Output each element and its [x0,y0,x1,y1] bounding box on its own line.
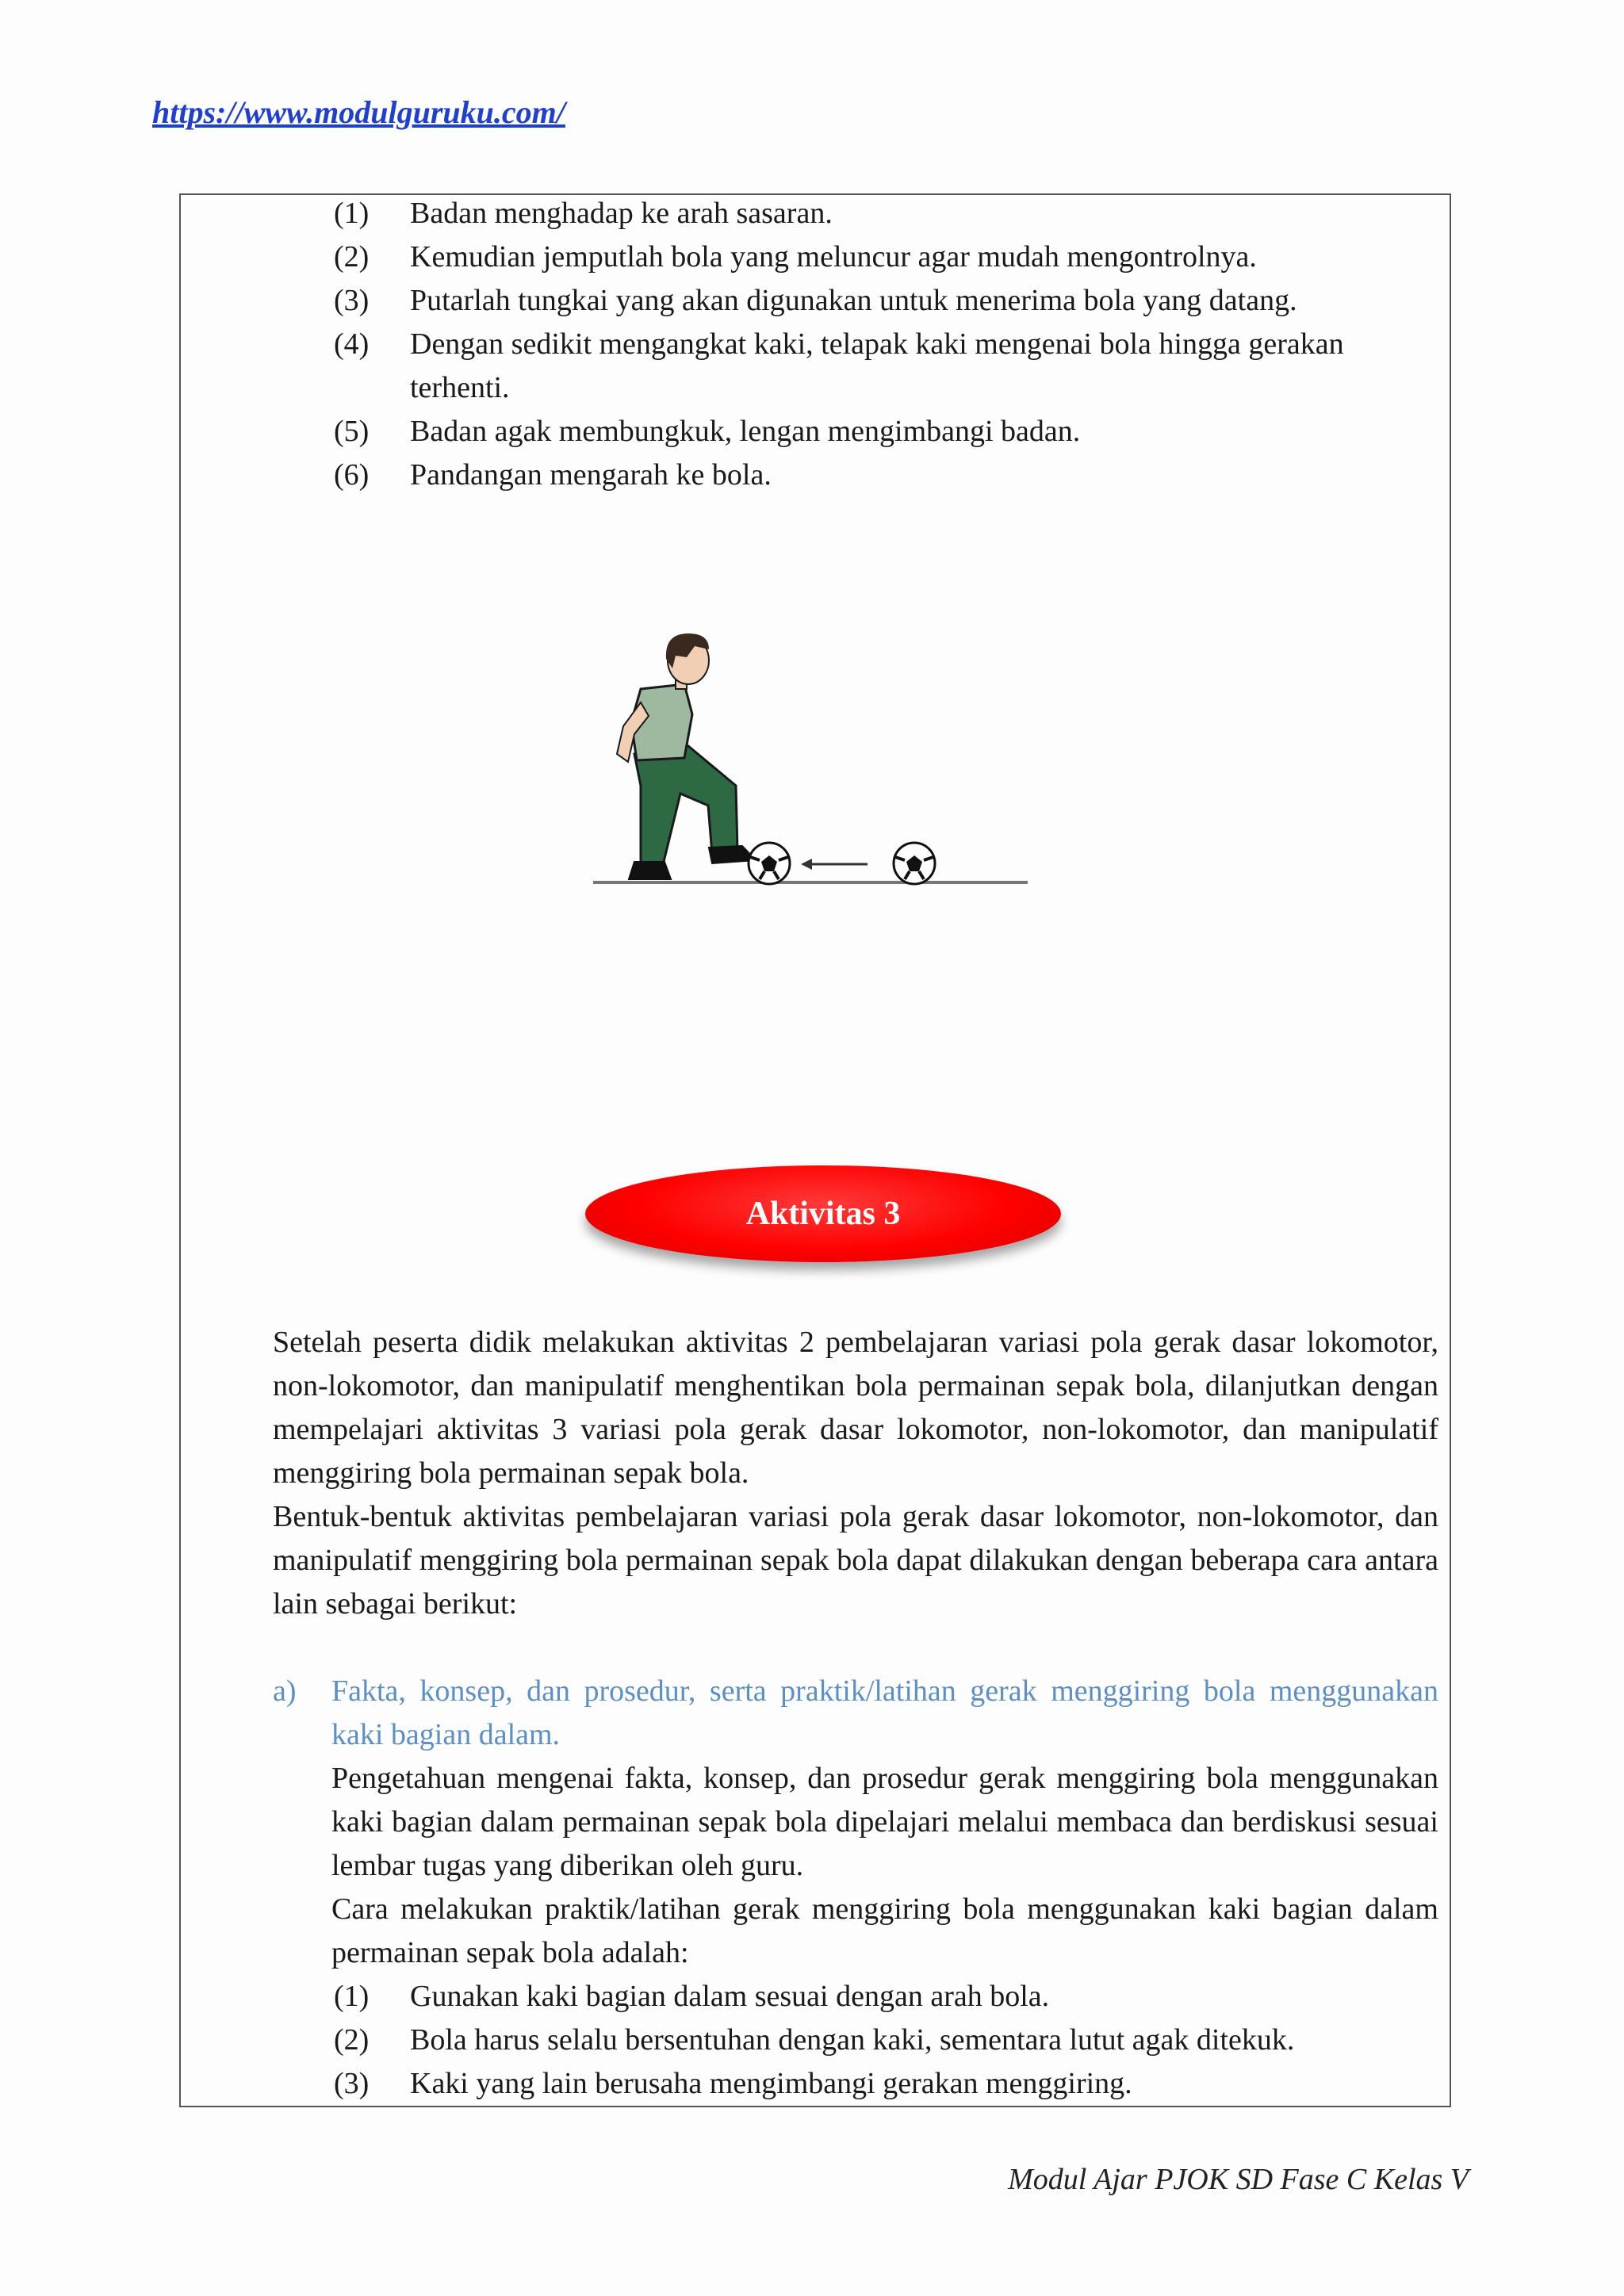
list-item [334,453,1396,497]
soccer-ball-icon [749,843,790,884]
intro-paragraph: Setelah peserta didik melakukan aktivitas 2 pembelajaran variasi pola gerak dasar lokomotor, non-lokomotor, dan manipulatif menghentikan bola permainan sepak bola, dilanjutkan dengan mempelajari aktivitas 3 variasi pola gerak dasar lokomotor, non-lokomotor, dan manipulatif menggiring bola permainan sepak bola. [273,1326,1438,1490]
list-item-text: Putarlah tungkai yang akan digunakan untuk menerima bola yang datang. [410,284,1297,317]
section-a-marker: a) [273,1674,297,1708]
section-a-heading-text: Fakta, konsep, dan prosedur, serta praktik/latihan gerak menggiring bola menggunakan kaki bagian dalam. [331,1674,1438,1751]
activity-badge [585,1165,1061,1262]
list-item [334,1975,1396,2019]
section-a-heading [273,1670,1438,1757]
list-item-number: (2) [334,2023,370,2057]
site-link[interactable]: https://www.modulguruku.com/ [152,94,565,130]
section-a-paragraph-2: Cara melakukan praktik/latihan gerak menggiring bola menggunakan kaki bagian dalam permainan sepak bola adalah: [331,1892,1438,1969]
list-item-text: Gunakan kaki bagian dalam sesuai dengan arah bola. [410,1980,1050,2013]
list-item-number: (3) [334,2067,370,2100]
list-item-number: (2) [334,240,370,274]
list-item-number: (3) [334,284,370,317]
section-a-steps-list [334,1975,1396,2106]
list-item-text: Kemudian jemputlah bola yang meluncur agar mudah mengontrolnya. [410,240,1257,274]
list-item-number: (1) [334,1980,370,2013]
list-item-text: Pandangan mengarah ke bola. [410,458,772,492]
content-frame [179,193,1451,2107]
list-item-number: (6) [334,458,370,492]
activities-paragraph: Bentuk-bentuk aktivitas pembelajaran variasi pola gerak dasar lokomotor, non-lokomotor, dan manipulatif menggiring bola permainan sepak bola dapat dilakukan dengan beberapa cara antara lain sebagai berikut: [273,1500,1438,1621]
list-item-text: Bola harus selalu bersentuhan dengan kaki, sementara lutut agak ditekuk. [410,2023,1295,2057]
list-item-number: (5) [334,415,370,448]
activity-badge-label: Aktivitas 3 [745,1196,901,1232]
list-item-text: Badan menghadap ke arah sasaran. [410,197,833,230]
arrow-left-icon [801,859,868,870]
top-steps-list [334,192,1396,497]
list-item-text: Kaki yang lain berusaha mengimbangi gerakan menggiring. [410,2067,1132,2100]
section-a-paragraph-1: Pengetahuan mengenai fakta, konsep, dan prosedur gerak menggiring bola menggunakan kaki bagian dalam permainan sepak bola dipelajari melalui membaca dan berdiskusi sesuai lembar tugas yang diberikan oleh guru. [331,1762,1438,1882]
page-footer: Modul Ajar PJOK SD Fase C Kelas V [1008,2163,1469,2196]
list-item-number: (1) [334,197,370,230]
list-item [334,235,1396,279]
list-item [334,410,1396,453]
list-item [334,2062,1396,2106]
list-item-text: Dengan sedikit mengangkat kaki, telapak kaki mengenai bola hingga gerakan terhenti. [410,327,1344,404]
list-item-number: (4) [334,327,370,361]
list-item [334,323,1396,410]
list-item [334,2019,1396,2062]
list-item [334,192,1396,235]
soccer-ball-icon [894,843,935,884]
list-item-text: Badan agak membungkuk, lengan mengimbangi badan. [410,415,1081,448]
player-figure [617,633,756,879]
list-item [334,279,1396,323]
ball-stopping-illustration [593,627,1069,889]
